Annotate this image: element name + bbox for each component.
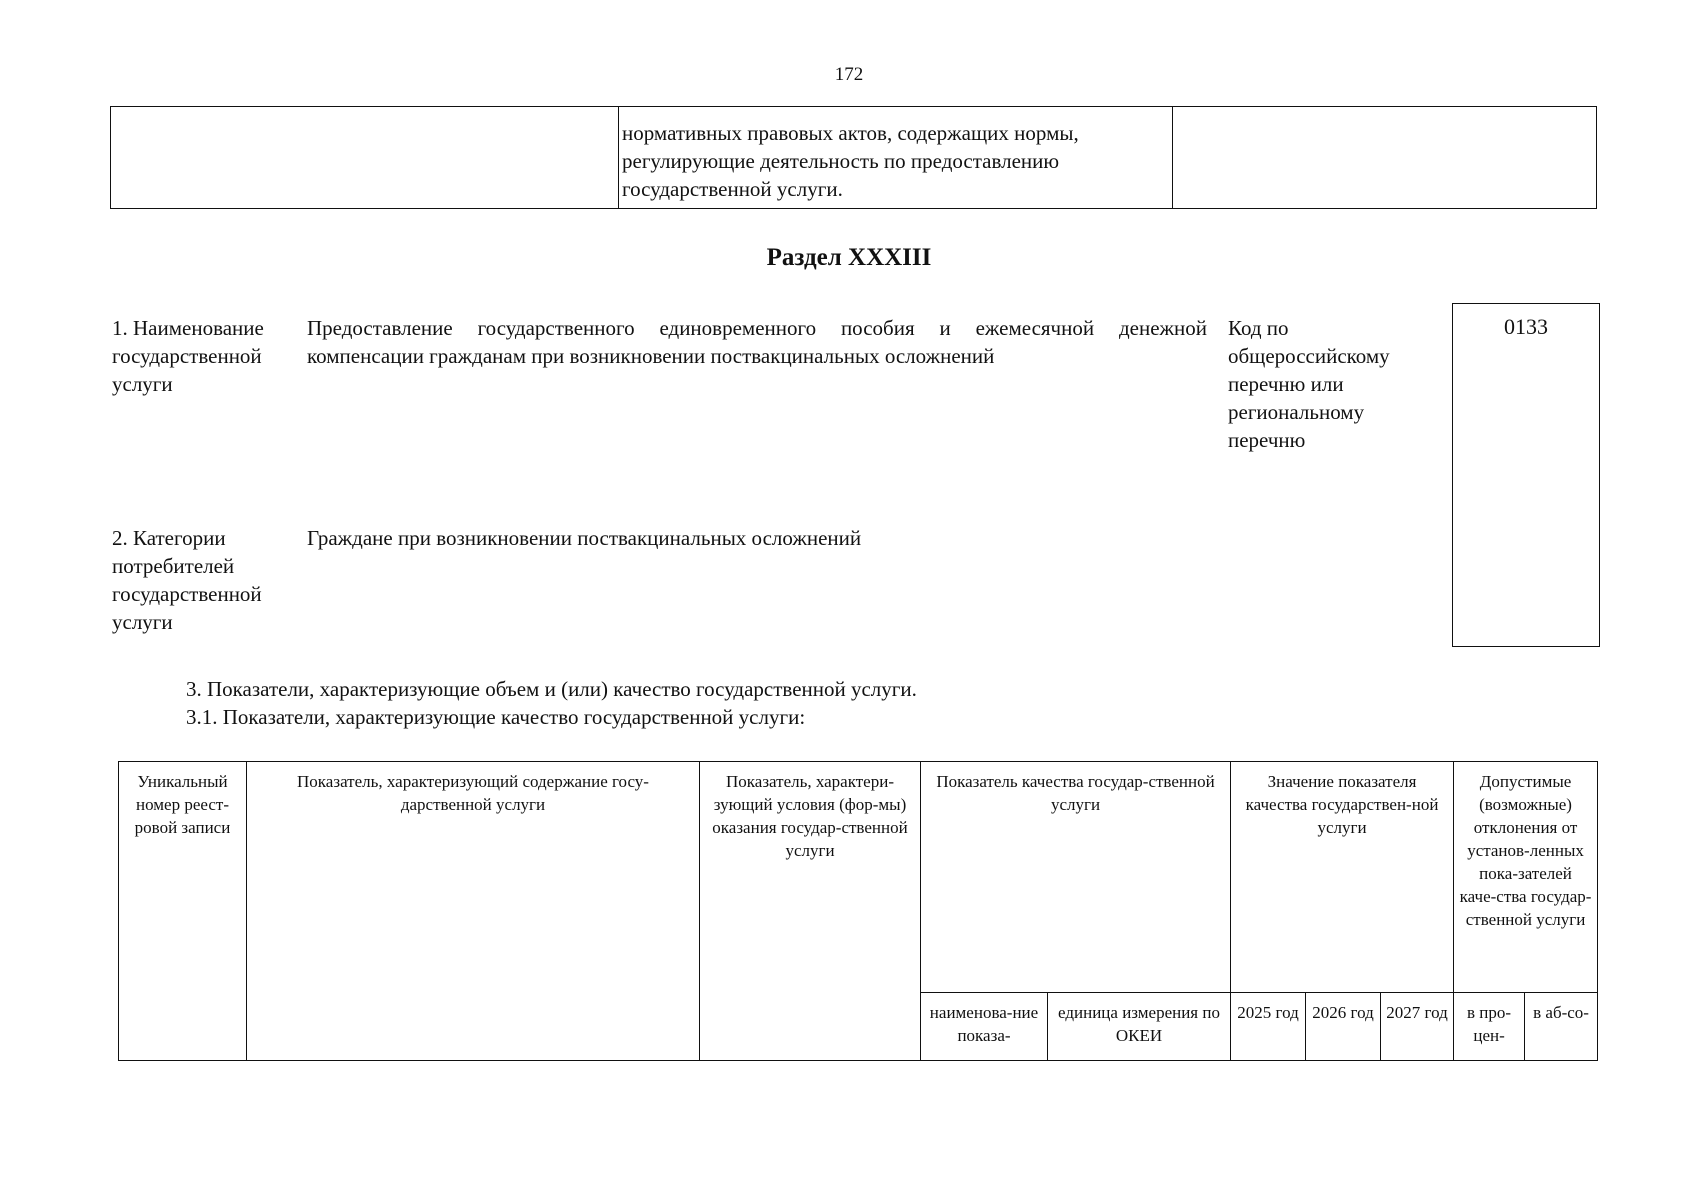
header-deviation-percent: в про-цен-: [1454, 993, 1525, 1061]
service-name-label: 1. Наименование государственной услуги: [112, 316, 264, 396]
table-divider: [1172, 107, 1173, 208]
page-number: 172: [834, 64, 864, 85]
header-indicator-values: Значение показателя качества государствен-ной услуги: [1231, 762, 1454, 993]
header-year-2025: 2025 год: [1231, 993, 1306, 1061]
header-registry-number: Уникальный номер реест-ровой записи: [119, 762, 247, 1061]
header-service-conditions: Показатель, характери-зующий условия (фор-мы) оказания государ-ственной услуги: [700, 762, 921, 1061]
service-code-box: [1452, 303, 1600, 647]
continuation-cell-text: нормативных правовых актов, содержащих нормы, регулирующие деятельность по предоставлению государственной услуги.: [622, 121, 1079, 201]
quality-indicators-heading: 3.1. Показатели, характеризующие качество государственной услуги:: [186, 705, 806, 729]
table-divider: [618, 107, 619, 208]
service-code-label: Код по общероссийскому перечню или региональному перечню: [1228, 316, 1390, 452]
header-deviation-absolute: в аб-со-: [1525, 993, 1598, 1061]
consumer-category-label: 2. Категории потребителей государственной услуги: [112, 526, 262, 634]
header-year-2027: 2027 год: [1381, 993, 1454, 1061]
header-service-content: Показатель, характеризующий содержание госу-дарственной услуги: [247, 762, 700, 1061]
service-code-value: 0133: [1504, 314, 1548, 339]
consumer-category-value: Граждане при возникновении поствакцинальных осложнений: [307, 526, 862, 550]
indicators-heading: 3. Показатели, характеризующие объем и (или) качество государственной услуги.: [186, 677, 917, 701]
header-year-2026: 2026 год: [1306, 993, 1381, 1061]
service-name-value: Предоставление государственного единовременного пособия и ежемесячной денежной компенсации гражданам при возникновении поствакцинальных осложнений: [307, 316, 1207, 368]
quality-indicators-table: [118, 761, 1598, 1061]
header-unit-okei: единица измерения по ОКЕИ: [1048, 993, 1231, 1061]
header-indicator-name: наименова-ние показа-: [921, 993, 1048, 1061]
header-allowed-deviations: Допустимые (возможные) отклонения от установ-ленных пока-зателей каче-ства государ-ственной услуги: [1454, 762, 1598, 993]
section-title: Раздел XXXIII: [766, 244, 932, 271]
continuation-table: [110, 106, 1597, 209]
header-quality-indicator: Показатель качества государ-ственной услуги: [921, 762, 1231, 993]
